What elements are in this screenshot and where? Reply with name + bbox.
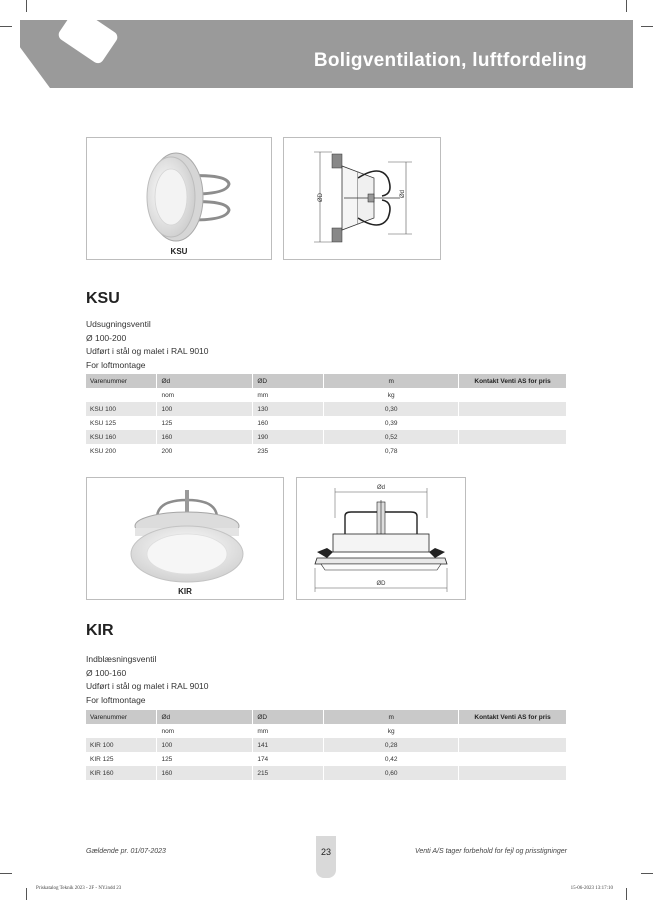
- table-cell: [459, 724, 567, 738]
- table-cell: KSU 125: [86, 416, 157, 430]
- ksu-photo-caption: KSU: [170, 247, 188, 256]
- table-header-cell: m: [324, 374, 459, 388]
- table-cell: 100: [157, 738, 253, 752]
- table-cell: 160: [157, 430, 253, 444]
- table-cell: nom: [157, 724, 253, 738]
- table-cell: 160: [157, 766, 253, 780]
- crop-mark: [0, 26, 12, 27]
- kir-spec-table: [86, 710, 567, 780]
- table-cell: 174: [253, 752, 324, 766]
- table-header-row: [86, 374, 567, 388]
- table-row: [86, 738, 567, 752]
- ksu-description: [86, 318, 209, 372]
- table-header-cell: Ød: [157, 374, 253, 388]
- ksu-drawing-svg: [284, 138, 442, 261]
- table-header-cell: Kontakt Venti AS for pris: [459, 710, 567, 724]
- table-cell: 100: [157, 402, 253, 416]
- table-cell: 130: [253, 402, 324, 416]
- table-cell: KSU 200: [86, 444, 157, 458]
- crop-mark: [0, 873, 12, 874]
- table-cell: 200: [157, 444, 253, 458]
- table-cell: 125: [157, 416, 253, 430]
- table-cell: KIR 100: [86, 738, 157, 752]
- table-header-cell: ØD: [253, 374, 324, 388]
- table-row: [86, 444, 567, 458]
- table-cell: [86, 388, 157, 402]
- crop-mark: [626, 0, 627, 12]
- table-header-cell: ØD: [253, 710, 324, 724]
- kir-product-title: KIR: [86, 622, 114, 639]
- kir-drawing-svg: [297, 478, 467, 601]
- footer-valid-from: Gældende pr. 01/07-2023: [86, 848, 166, 855]
- kir-desc-line: Indblæsningsventil: [86, 654, 157, 664]
- kir-description: [86, 653, 209, 707]
- table-cell: 160: [253, 416, 324, 430]
- ksu-drawing-label-small-d: Ød: [400, 189, 406, 198]
- page-number-tab: [316, 836, 336, 878]
- table-cell: 0,28: [324, 738, 459, 752]
- ksu-product-title: KSU: [86, 290, 120, 307]
- ksu-desc-line: Ø 100-200: [86, 332, 127, 343]
- table-cell: [459, 402, 567, 416]
- table-cell: [459, 766, 567, 780]
- table-cell: mm: [253, 724, 324, 738]
- ksu-valve-illustration: [87, 138, 273, 248]
- ksu-drawing-label-big-d: ØD: [318, 193, 324, 202]
- ksu-photo: [86, 137, 272, 260]
- table-header-cell: Kontakt Venti AS for pris: [459, 374, 567, 388]
- table-cell: [459, 388, 567, 402]
- table-cell: [86, 724, 157, 738]
- table-cell: KIR 160: [86, 766, 157, 780]
- crop-mark: [641, 873, 653, 874]
- table-cell: 190: [253, 430, 324, 444]
- crop-mark: [641, 26, 653, 27]
- table-cell: 215: [253, 766, 324, 780]
- table-cell: [459, 752, 567, 766]
- page-number: 23: [320, 847, 331, 857]
- table-row: [86, 766, 567, 780]
- ksu-desc-line: Udført i stål og malet i RAL 9010: [86, 346, 209, 356]
- table-cell: 0,52: [324, 430, 459, 444]
- table-row: [86, 416, 567, 430]
- table-cell: [459, 444, 567, 458]
- kir-drawing-label-small-d: Ød: [376, 485, 386, 491]
- print-slug-file: Priskatalog Teknik 2023 - 2F - NY.indd 23: [36, 886, 122, 891]
- table-unit-row: [86, 724, 567, 738]
- table-cell: kg: [324, 724, 459, 738]
- ksu-desc-line: For loftmontage: [86, 359, 146, 370]
- kir-photo: [86, 477, 284, 600]
- table-cell: 141: [253, 738, 324, 752]
- table-cell: nom: [157, 388, 253, 402]
- table-header-cell: Ød: [157, 710, 253, 724]
- kir-desc-line: For loftmontage: [86, 694, 146, 705]
- table-cell: mm: [253, 388, 324, 402]
- kir-photo-caption: KIR: [178, 587, 192, 596]
- table-cell: KSU 160: [86, 430, 157, 444]
- table-cell: 0,30: [324, 402, 459, 416]
- table-cell: [459, 416, 567, 430]
- table-cell: [459, 738, 567, 752]
- table-cell: KIR 125: [86, 752, 157, 766]
- table-cell: 0,60: [324, 766, 459, 780]
- table-row: [86, 752, 567, 766]
- page-title: Boligventilation, luftfordeling: [313, 50, 587, 71]
- ksu-technical-drawing: [283, 137, 441, 260]
- print-slug-timestamp: 15-06-2023 13:17:10: [570, 886, 613, 891]
- table-unit-row: [86, 388, 567, 402]
- kir-technical-drawing: [296, 477, 466, 600]
- table-cell: 0,78: [324, 444, 459, 458]
- kir-valve-illustration: [87, 478, 285, 588]
- kir-desc-line: Ø 100-160: [86, 667, 127, 678]
- table-cell: [459, 430, 567, 444]
- table-cell: KSU 100: [86, 402, 157, 416]
- table-header-row: [86, 710, 567, 724]
- crop-mark: [26, 888, 27, 900]
- table-cell: 235: [253, 444, 324, 458]
- ksu-desc-line: Udsugningsventil: [86, 319, 151, 329]
- table-cell: 125: [157, 752, 253, 766]
- ksu-spec-table: [86, 374, 567, 458]
- table-header-cell: Varenummer: [86, 374, 157, 388]
- footer-disclaimer: Venti A/S tager forbehold for fejl og prisstigninger: [414, 848, 567, 855]
- table-row: [86, 430, 567, 444]
- table-header-cell: m: [324, 710, 459, 724]
- kir-drawing-label-big-d: ØD: [376, 581, 386, 587]
- table-cell: 0,42: [324, 752, 459, 766]
- table-cell: kg: [324, 388, 459, 402]
- table-cell: 0,39: [324, 416, 459, 430]
- kir-desc-line: Udført i stål og malet i RAL 9010: [86, 681, 209, 691]
- table-row: [86, 402, 567, 416]
- crop-mark: [626, 888, 627, 900]
- table-header-cell: Varenummer: [86, 710, 157, 724]
- crop-mark: [26, 0, 27, 12]
